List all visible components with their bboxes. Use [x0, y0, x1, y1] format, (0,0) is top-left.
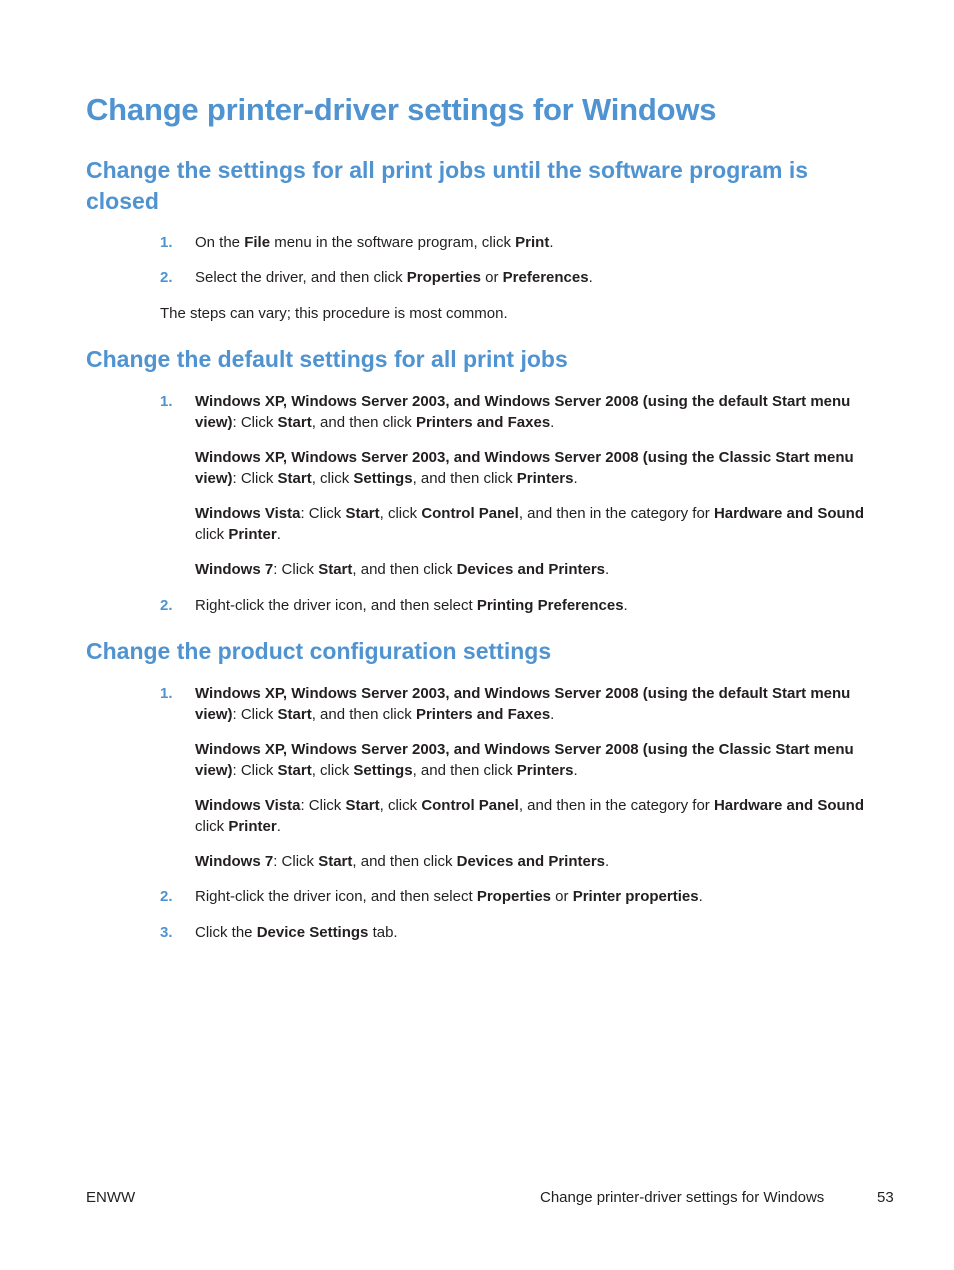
page-number: 53 — [877, 1189, 894, 1206]
step-text: On the File menu in the software program, click Print. — [195, 234, 554, 251]
section-heading-all-jobs: Change the settings for all print jobs until the software program is closed — [86, 157, 809, 214]
step-text: Click the Device Settings tab. — [195, 924, 398, 941]
step-number: 2. — [160, 269, 173, 286]
step-text: Windows Vista: Click Start, click Control Panel, and then in the category for Hardware and Sound click Printer. — [195, 505, 864, 543]
step-text: Windows 7: Click Start, and then click Devices and Printers. — [195, 561, 610, 578]
note-text: The steps can vary; this procedure is most common. — [160, 305, 508, 322]
section-heading-product-config: Change the product configuration settings — [86, 638, 552, 664]
step-text: Windows Vista: Click Start, click Control Panel, and then in the category for Hardware and Sound click Printer. — [195, 797, 864, 835]
step-number: 1. — [160, 393, 173, 410]
step-text: Select the driver, and then click Properties or Preferences. — [195, 269, 593, 286]
step-text: Windows XP, Windows Server 2003, and Windows Server 2008 (using the default Start menu view): Click Start, and then click Printers and Faxes. — [195, 393, 851, 431]
step-number: 1. — [160, 234, 173, 251]
step-text: Right-click the driver icon, and then select Printing Preferences. — [195, 597, 628, 614]
step-text: Windows XP, Windows Server 2003, and Windows Server 2008 (using the Classic Start menu view): Click Start, click Settings, and then click Printers. — [195, 449, 854, 487]
footer-label: ENWW — [86, 1189, 136, 1206]
page-title: Change printer-driver settings for Windows — [86, 92, 717, 127]
step-text: Right-click the driver icon, and then select Properties or Printer properties. — [195, 888, 703, 905]
step-number: 1. — [160, 685, 173, 702]
step-number: 2. — [160, 597, 173, 614]
step-text: Windows 7: Click Start, and then click Devices and Printers. — [195, 853, 610, 870]
section-heading-default-settings: Change the default settings for all print jobs — [86, 346, 568, 372]
step-text: Windows XP, Windows Server 2003, and Windows Server 2008 (using the Classic Start menu view): Click Start, click Settings, and then click Printers. — [195, 741, 854, 779]
footer-title: Change printer-driver settings for Windows — [540, 1189, 825, 1206]
step-text: Windows XP, Windows Server 2003, and Windows Server 2008 (using the default Start menu view): Click Start, and then click Printers and Faxes. — [195, 685, 851, 723]
step-number: 2. — [160, 888, 173, 905]
step-number: 3. — [160, 924, 173, 941]
